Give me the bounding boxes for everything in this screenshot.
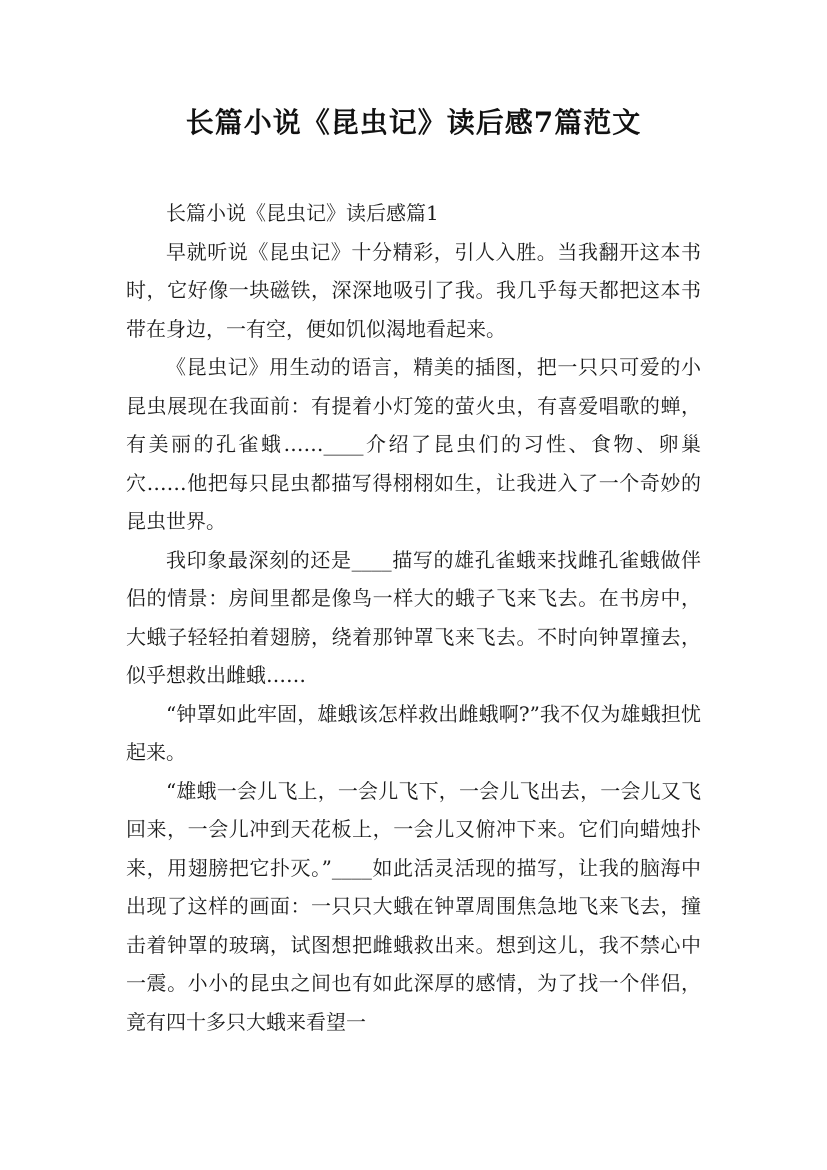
document-body — [126, 194, 701, 1041]
paragraph: “雄蛾一会儿飞上，一会儿飞下，一会儿飞出去，一会儿又飞回来，一会儿冲到天花板上，一会儿又俯冲下来。它们向蜡烛扑来，用翅膀把它扑灭。”____如此活灵活现的描写，让我的脑海中出现了这样的画面：一只只大蛾在钟罩周围焦急地飞来飞去，撞击着钟罩的玻璃，试图想把雌蛾救出来。想到这儿，我不禁心中一震。小小的昆虫之间也有如此深厚的感情，为了找一个伴侣，竟有四十多只大蛾来看望一 — [126, 778, 701, 1034]
paragraph: 《昆虫记》用生动的语言，精美的插图，把一只只可爱的小昆虫展现在我面前：有提着小灯笼的萤火虫，有喜爱唱歌的蝉，有美丽的孔雀蛾……____介绍了昆虫们的习性、食物、卵巢穴……他把每只昆虫都描写得栩栩如生，让我进入了一个奇妙的昆虫世界。 — [126, 355, 701, 533]
section-heading: 长篇小说《昆虫记》读后感篇1 — [166, 201, 439, 225]
paragraph: 早就听说《昆虫记》十分精彩，引人入胜。当我翻开这本书时，它好像一块磁铁，深深地吸引了我。我几乎每天都把这本书带在身边，一有空，便如饥似渴地看起来。 — [126, 239, 701, 341]
paragraph: 我印象最深刻的还是____描写的雄孔雀蛾来找雌孔雀蛾做伴侣的情景：房间里都是像鸟一样大的蛾子飞来飞去。在书房中，大蛾子轻轻拍着翅膀，绕着那钟罩飞来飞去。不时向钟罩撞去，似乎想救出雌蛾…… — [126, 547, 701, 687]
document-title: 长篇小说《昆虫记》读后感7篇范文 — [185, 106, 642, 139]
paragraph: “钟罩如此牢固，雄蛾该怎样救出雌蛾啊?”我不仅为雄蛾担忧起来。 — [126, 701, 701, 764]
